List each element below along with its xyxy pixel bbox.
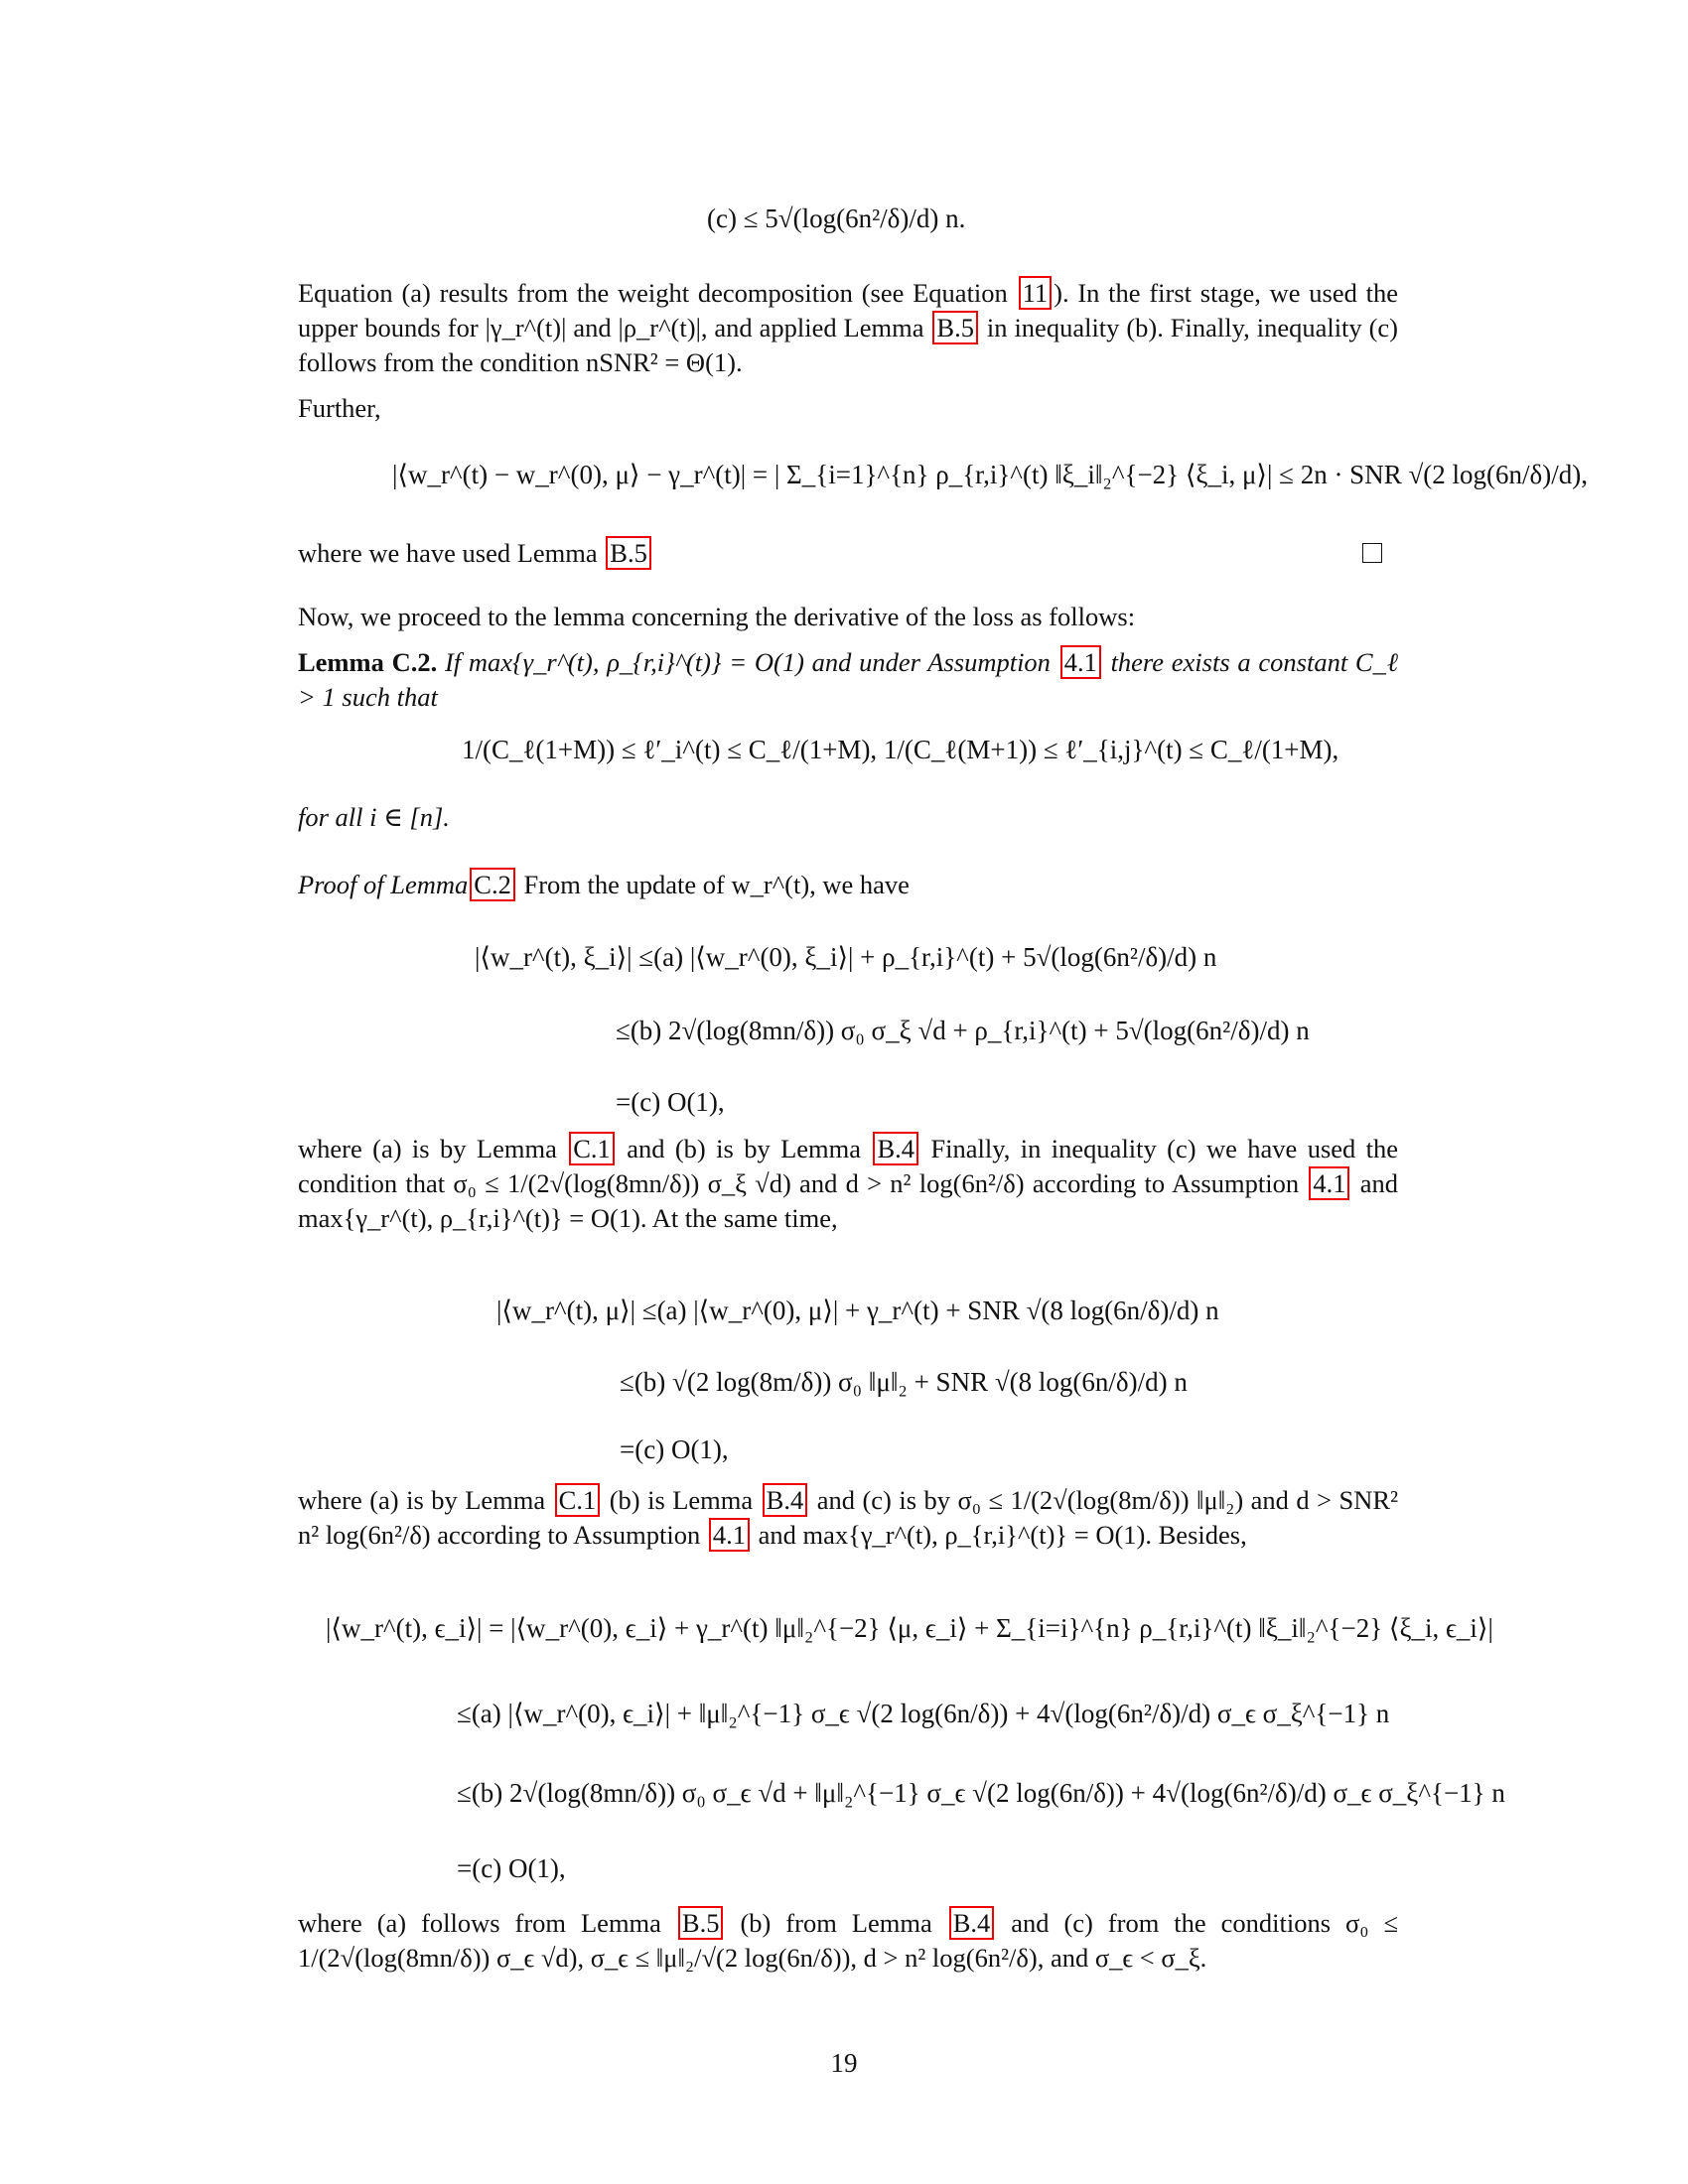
paragraph-where-a-b: where (a) is by Lemma C.1 and (b) is by Lemma B.4 Finally, in inequality (c) we have used the condition that σ₀ ≤ 1/(2√(log(8mn/δ)) σ_ξ √d) and d > n² log(6n²/δ) according to Assumption 4.1 and max{γ_r^(t), ρ_{r,i}^(t)} = O(1). At the same time, — [298, 1134, 1399, 1233]
lemma-ref-link[interactable]: B.5 — [678, 1906, 724, 1940]
assumption-ref-link[interactable]: 4.1 — [1309, 1166, 1349, 1200]
equation-line: ≤(b) 2√(log(8mn/δ)) σ₀ σ_ξ √d + ρ_{r,i}^(t) + 5√(log(6n²/δ)/d) n — [616, 1016, 1310, 1045]
equation-line: |⟨w_r^(t), μ⟩| ≤(a) |⟨w_r^(0), μ⟩| + γ_r^(t) + SNR √(8 log(6n/δ)/d) n — [496, 1296, 1219, 1325]
paragraph-used-lemma: where we have used Lemma B.5 — [298, 536, 1398, 571]
paragraph-where-a-b-c: where (a) is by Lemma C.1 (b) is Lemma B.4 and (c) is by σ₀ ≤ 1/(2√(log(8m/δ)) ‖μ‖₂) and d > SNR² n² log(6n²/δ) according to Assumption 4.1 and max{γ_r^(t), ρ_{r,i}^(t)} = O(1). Besides, — [298, 1485, 1399, 1550]
equation-line: ≤(b) √(2 log(8m/δ)) σ₀ ‖μ‖₂ + SNR √(8 log(6n/δ)/d) n — [620, 1367, 1188, 1397]
equation-line: =(c) O(1), — [457, 1853, 566, 1883]
lemma-ref-link[interactable]: B.4 — [873, 1132, 918, 1165]
paragraph-weight-decomposition: Equation (a) results from the weight decomposition (see Equation 11 ). In the first stage, we used the upper bounds for |γ_r^(t)| and |ρ_r^(t)|, and applied Lemma B.5 in inequality (b). Finally, inequality (c) follows from the condition nSNR² = Θ(1). — [298, 278, 1399, 377]
paragraph-proceed: Now, we proceed to the lemma concerning the derivative of the loss as follows: — [298, 602, 1136, 631]
lemma-statement: Lemma C.2. If max{γ_r^(t), ρ_{r,i}^(t)} = O(1) and under Assumption 4.1 there exists a constant C_ℓ > 1 such that — [298, 647, 1399, 712]
paragraph-where-follows: where (a) follows from Lemma B.5 (b) from Lemma B.4 and (c) from the conditions σ₀ ≤ 1/(2√(log(8mn/δ)) σ_ϵ √d), σ_ϵ ≤ ‖μ‖₂/√(2 log(6n/δ)), d > n² log(6n²/δ), and σ_ϵ < σ_ξ. — [298, 1908, 1399, 1973]
equation-line: ≤(a) |⟨w_r^(0), ϵ_i⟩| + ‖μ‖₂^{−1} σ_ϵ √(2 log(6n/δ)) + 4√(log(6n²/δ)/d) σ_ϵ σ_ξ^{−1} n — [457, 1699, 1390, 1728]
qed-square — [1362, 543, 1382, 563]
lemma-ref-link[interactable]: C.1 — [555, 1483, 601, 1517]
equation-lemma-bounds: 1/(C_ℓ(1+M)) ≤ ℓ′_i^(t) ≤ C_ℓ/(1+M), 1/(C_ℓ(M+1)) ≤ ℓ′_{i,j}^(t) ≤ C_ℓ/(1+M), — [462, 735, 1339, 764]
page-number: 19 — [830, 2048, 858, 2078]
equation-line: |⟨w_r^(t), ξ_i⟩| ≤(a) |⟨w_r^(0), ξ_i⟩| + ρ_{r,i}^(t) + 5√(log(6n²/δ)/d) n — [475, 942, 1217, 972]
lemma-ref-link[interactable]: B.5 — [932, 311, 978, 344]
lemma-ref-link[interactable]: B.4 — [763, 1483, 808, 1517]
paragraph-further: Further, — [298, 393, 381, 423]
equation-further: |⟨w_r^(t) − w_r^(0), μ⟩ − γ_r^(t)| = | Σ_{i=1}^{n} ρ_{r,i}^(t) ‖ξ_i‖₂^{−2} ⟨ξ_i, μ⟩| ≤ 2n · SNR √(2 log(6n/δ)/d), — [392, 460, 1588, 489]
equation-line: ≤(b) 2√(log(8mn/δ)) σ₀ σ_ϵ √d + ‖μ‖₂^{−1} σ_ϵ √(2 log(6n/δ)) + 4√(log(6n²/δ)/d) σ_ϵ σ_ξ^{−1} n — [457, 1778, 1505, 1808]
lemma-ref-link[interactable]: C.1 — [569, 1132, 615, 1165]
lemma-ref-link[interactable]: B.4 — [949, 1906, 995, 1940]
proof-start: Proof of Lemma C.2 From the update of w_r^(t), we have — [298, 870, 910, 899]
assumption-ref-link[interactable]: 4.1 — [709, 1518, 750, 1552]
assumption-ref-link[interactable]: 4.1 — [1060, 645, 1101, 679]
equation-line: |⟨w_r^(t), ϵ_i⟩| = |⟨w_r^(0), ϵ_i⟩ + γ_r^(t) ‖μ‖₂^{−2} ⟨μ, ϵ_i⟩ + Σ_{i=i}^{n} ρ_{r,i}^(t) ‖ξ_i‖₂^{−2} ⟨ξ_i, ϵ_i⟩| — [326, 1613, 1493, 1643]
equation-line: =(c) O(1), — [620, 1434, 729, 1464]
equation-line: =(c) O(1), — [616, 1087, 725, 1117]
lemma-ref-link[interactable]: B.5 — [606, 536, 651, 570]
equation-ref-link[interactable]: 11 — [1019, 276, 1053, 310]
lemma-ref-link[interactable]: C.2 — [470, 868, 515, 901]
lemma-for-all: for all i ∈ [n]. — [298, 802, 450, 832]
equation-top: (c) ≤ 5√(log(6n²/δ)/d) n. — [707, 204, 966, 233]
lemma-label: Lemma C.2. — [298, 647, 438, 677]
